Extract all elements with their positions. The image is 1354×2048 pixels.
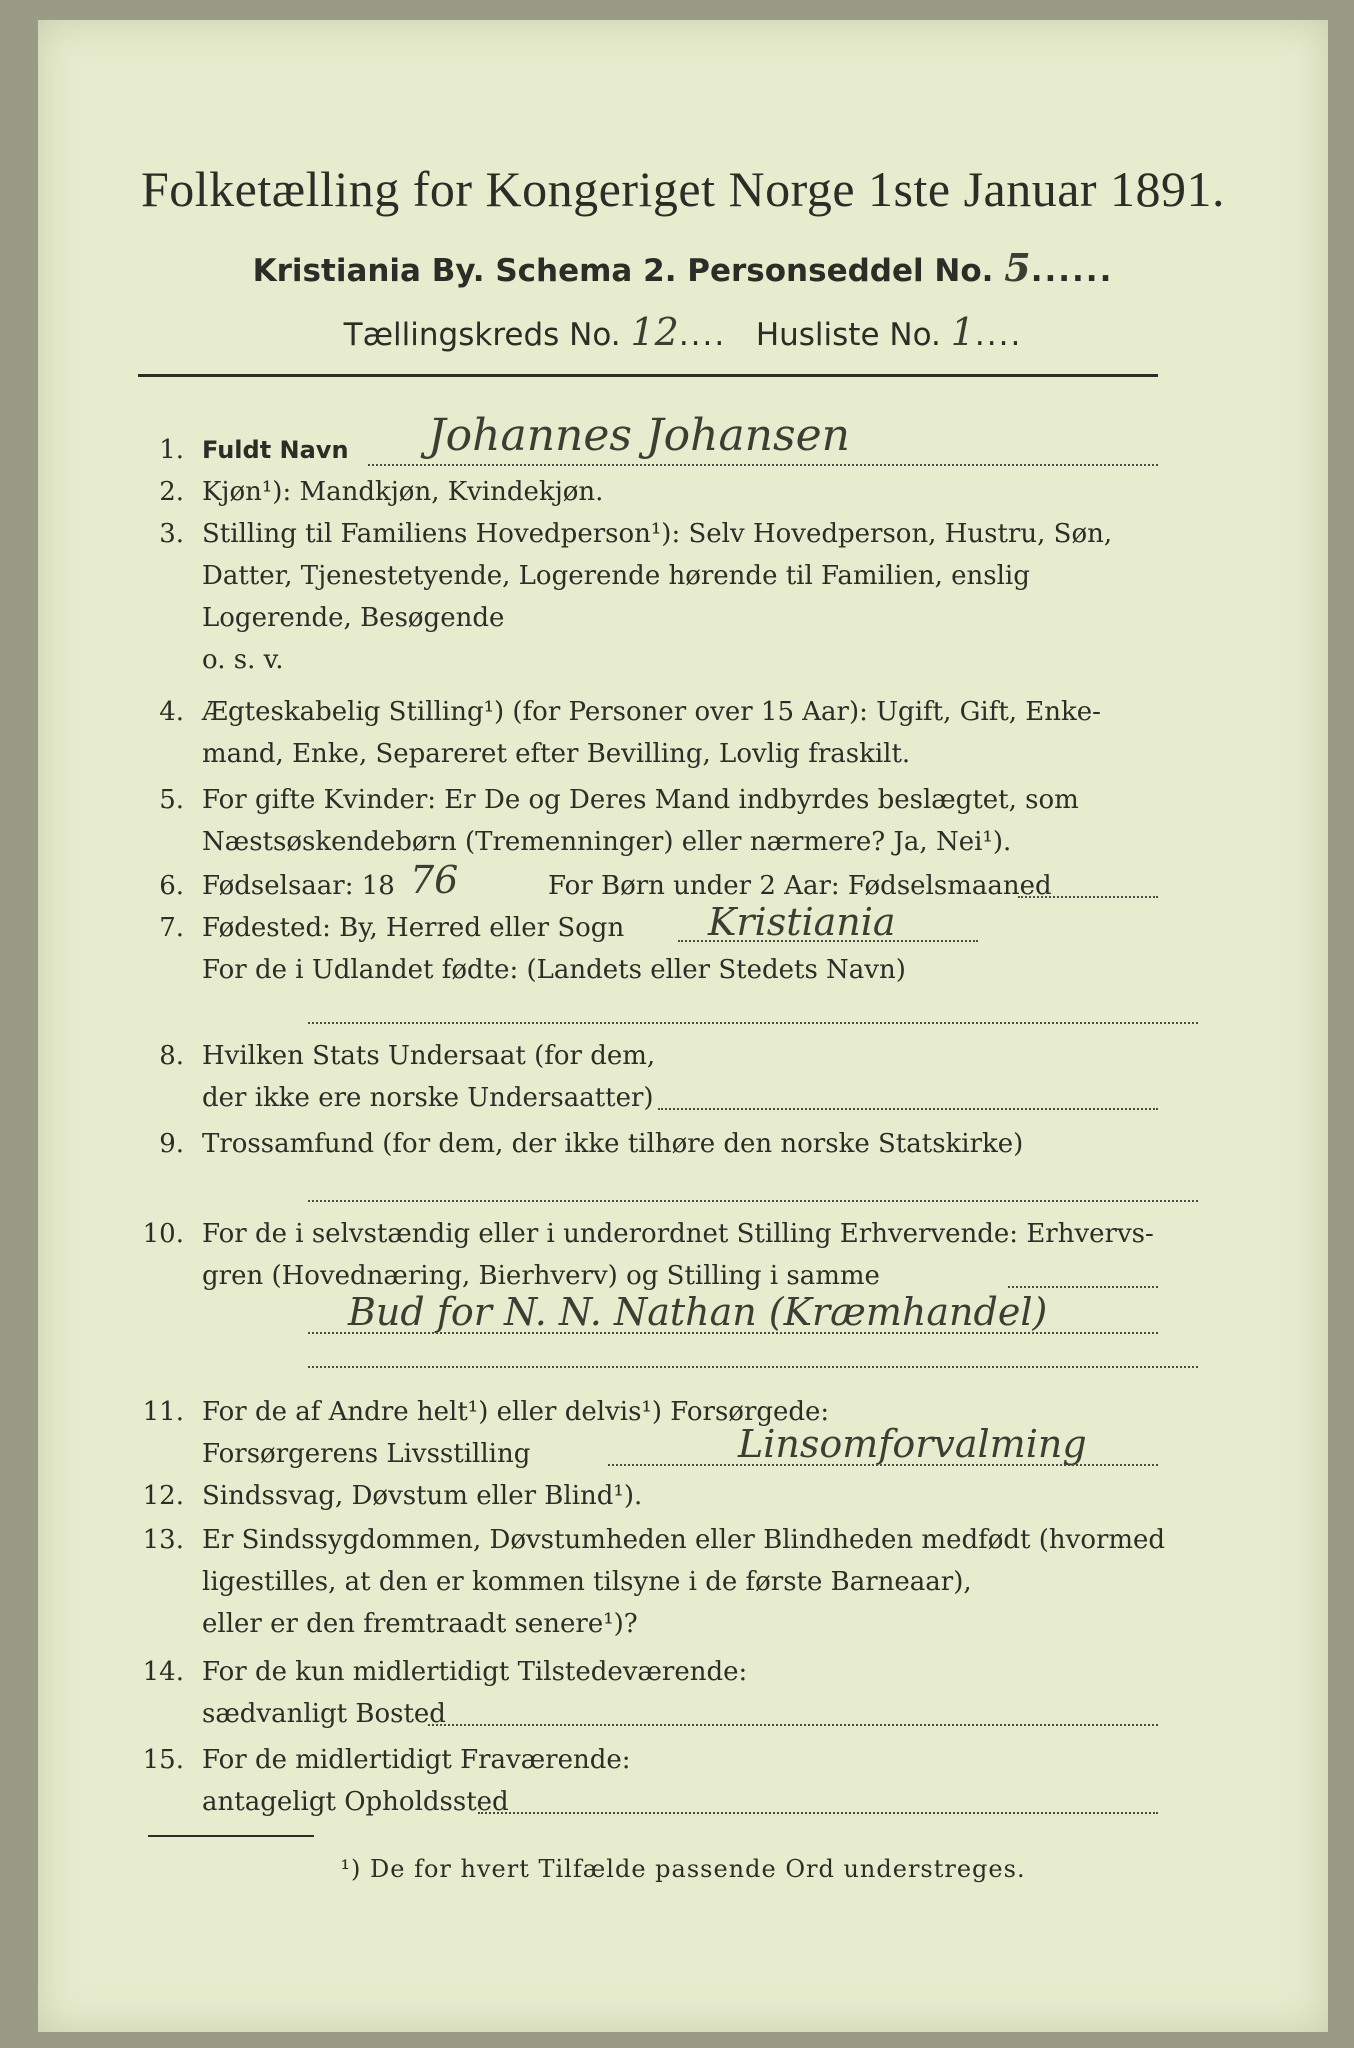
schema-prefix: Kristiania By. Schema 2. Personseddel No. [252, 253, 994, 289]
handwritten-name: Johannes Johansen [428, 410, 850, 461]
census-form: Folketælling for Kongeriget Norge 1ste Januar 1891. Kristiania By. Schema 2. Personseddel No. 5...... Tællingskreds No. 12.... Husliste No. 1.... 1. Fuldt Navn Johannes Johansen 2. Kjøn¹): Mandkjøn, Kvindekjøn. 3. Stilling til Familiens Hovedperson¹): Selv Hovedperson, Hustru, Søn, Datter, Tjenestetyende, Logerende hørende til Familien, enslig Logerende, Besøgende o. s. v. 4. Ægteskabelig Stilling¹) (for Personer over 15 Aar): Ugift, Gift, Enke- mand, Enke, Separeret efter Bevilling, Lovlig fraskilt. 5. For gifte Kvinder: Er De og Deres Mand indbyrdes beslægtet, som Næstsøskendebørn (Tremenninger) eller nærmere? Ja, Nei¹). 6. Fødselsaar: 18 76 For Børn under 2 Aar: Fødselsmaaned 7. Fødested: By, Herred eller Sogn Kristiania For de i Udlandet fødte: (Landets eller Stedets Navn) 8. Hvilken Stats Undersaat (for dem, der ikke ere norske Undersaatter) 9. Trossamfund (for dem, der ikke tilhøre den norske Statskirke) 10. For de i selvstændig eller i underordnet Stilling Erhvervende: Erhvervs- gren (Hovednæring, Bierhverv) og Stilling i samme Bud for N. N. Nathan (Kræmhandel) 11. For de af Andre helt¹) eller delvis¹) Forsørgede: Forsørgerens Livsstilling Linsomforvalming 12. Sindssvag, Døvstum eller Blind¹). 13. Er Sindssygdommen, Døvstumheden eller Blindheden medfødt (hvormed ligestilles, at den er kommen tilsyne i de første Barneaar), eller er den fremtraadt senere¹)? 14. For de kun midlertidigt Tilstedeværende: sædvanligt Bosted 15. For de midlertidigt Fraværende: antageligt Opholdssted ¹) De for hvert Tilfælde passende Ord understreges. [38, 20, 1328, 2032]
footnote-rule [148, 1835, 314, 1837]
kreds-label: Tællingskreds No. [343, 317, 621, 353]
kreds-no: 12 [630, 310, 679, 354]
occupation: Bud for N. N. Nathan (Kræmhandel) [348, 1290, 1048, 1334]
birthplace: Kristiania [708, 900, 896, 944]
field-label: Fuldt Navn [202, 436, 349, 464]
personseddel-no: 5 [1004, 245, 1031, 290]
kreds-line: Tællingskreds No. 12.... Husliste No. 1.... [343, 310, 1023, 354]
husliste-no: 1 [950, 310, 975, 354]
husliste-label: Husliste No. [755, 317, 941, 353]
form-title: Folketælling for Kongeriget Norge 1ste Januar 1891. [140, 161, 1226, 217]
schema-line: Kristiania By. Schema 2. Personseddel No. 5...... [252, 245, 1114, 290]
header-rule [138, 374, 1158, 377]
provider-occupation: Linsomforvalming [738, 1422, 1087, 1466]
footnote: ¹) De for hvert Tilfælde passende Ord understreges. [340, 1855, 1026, 1883]
birth-year: 76 [410, 858, 459, 902]
